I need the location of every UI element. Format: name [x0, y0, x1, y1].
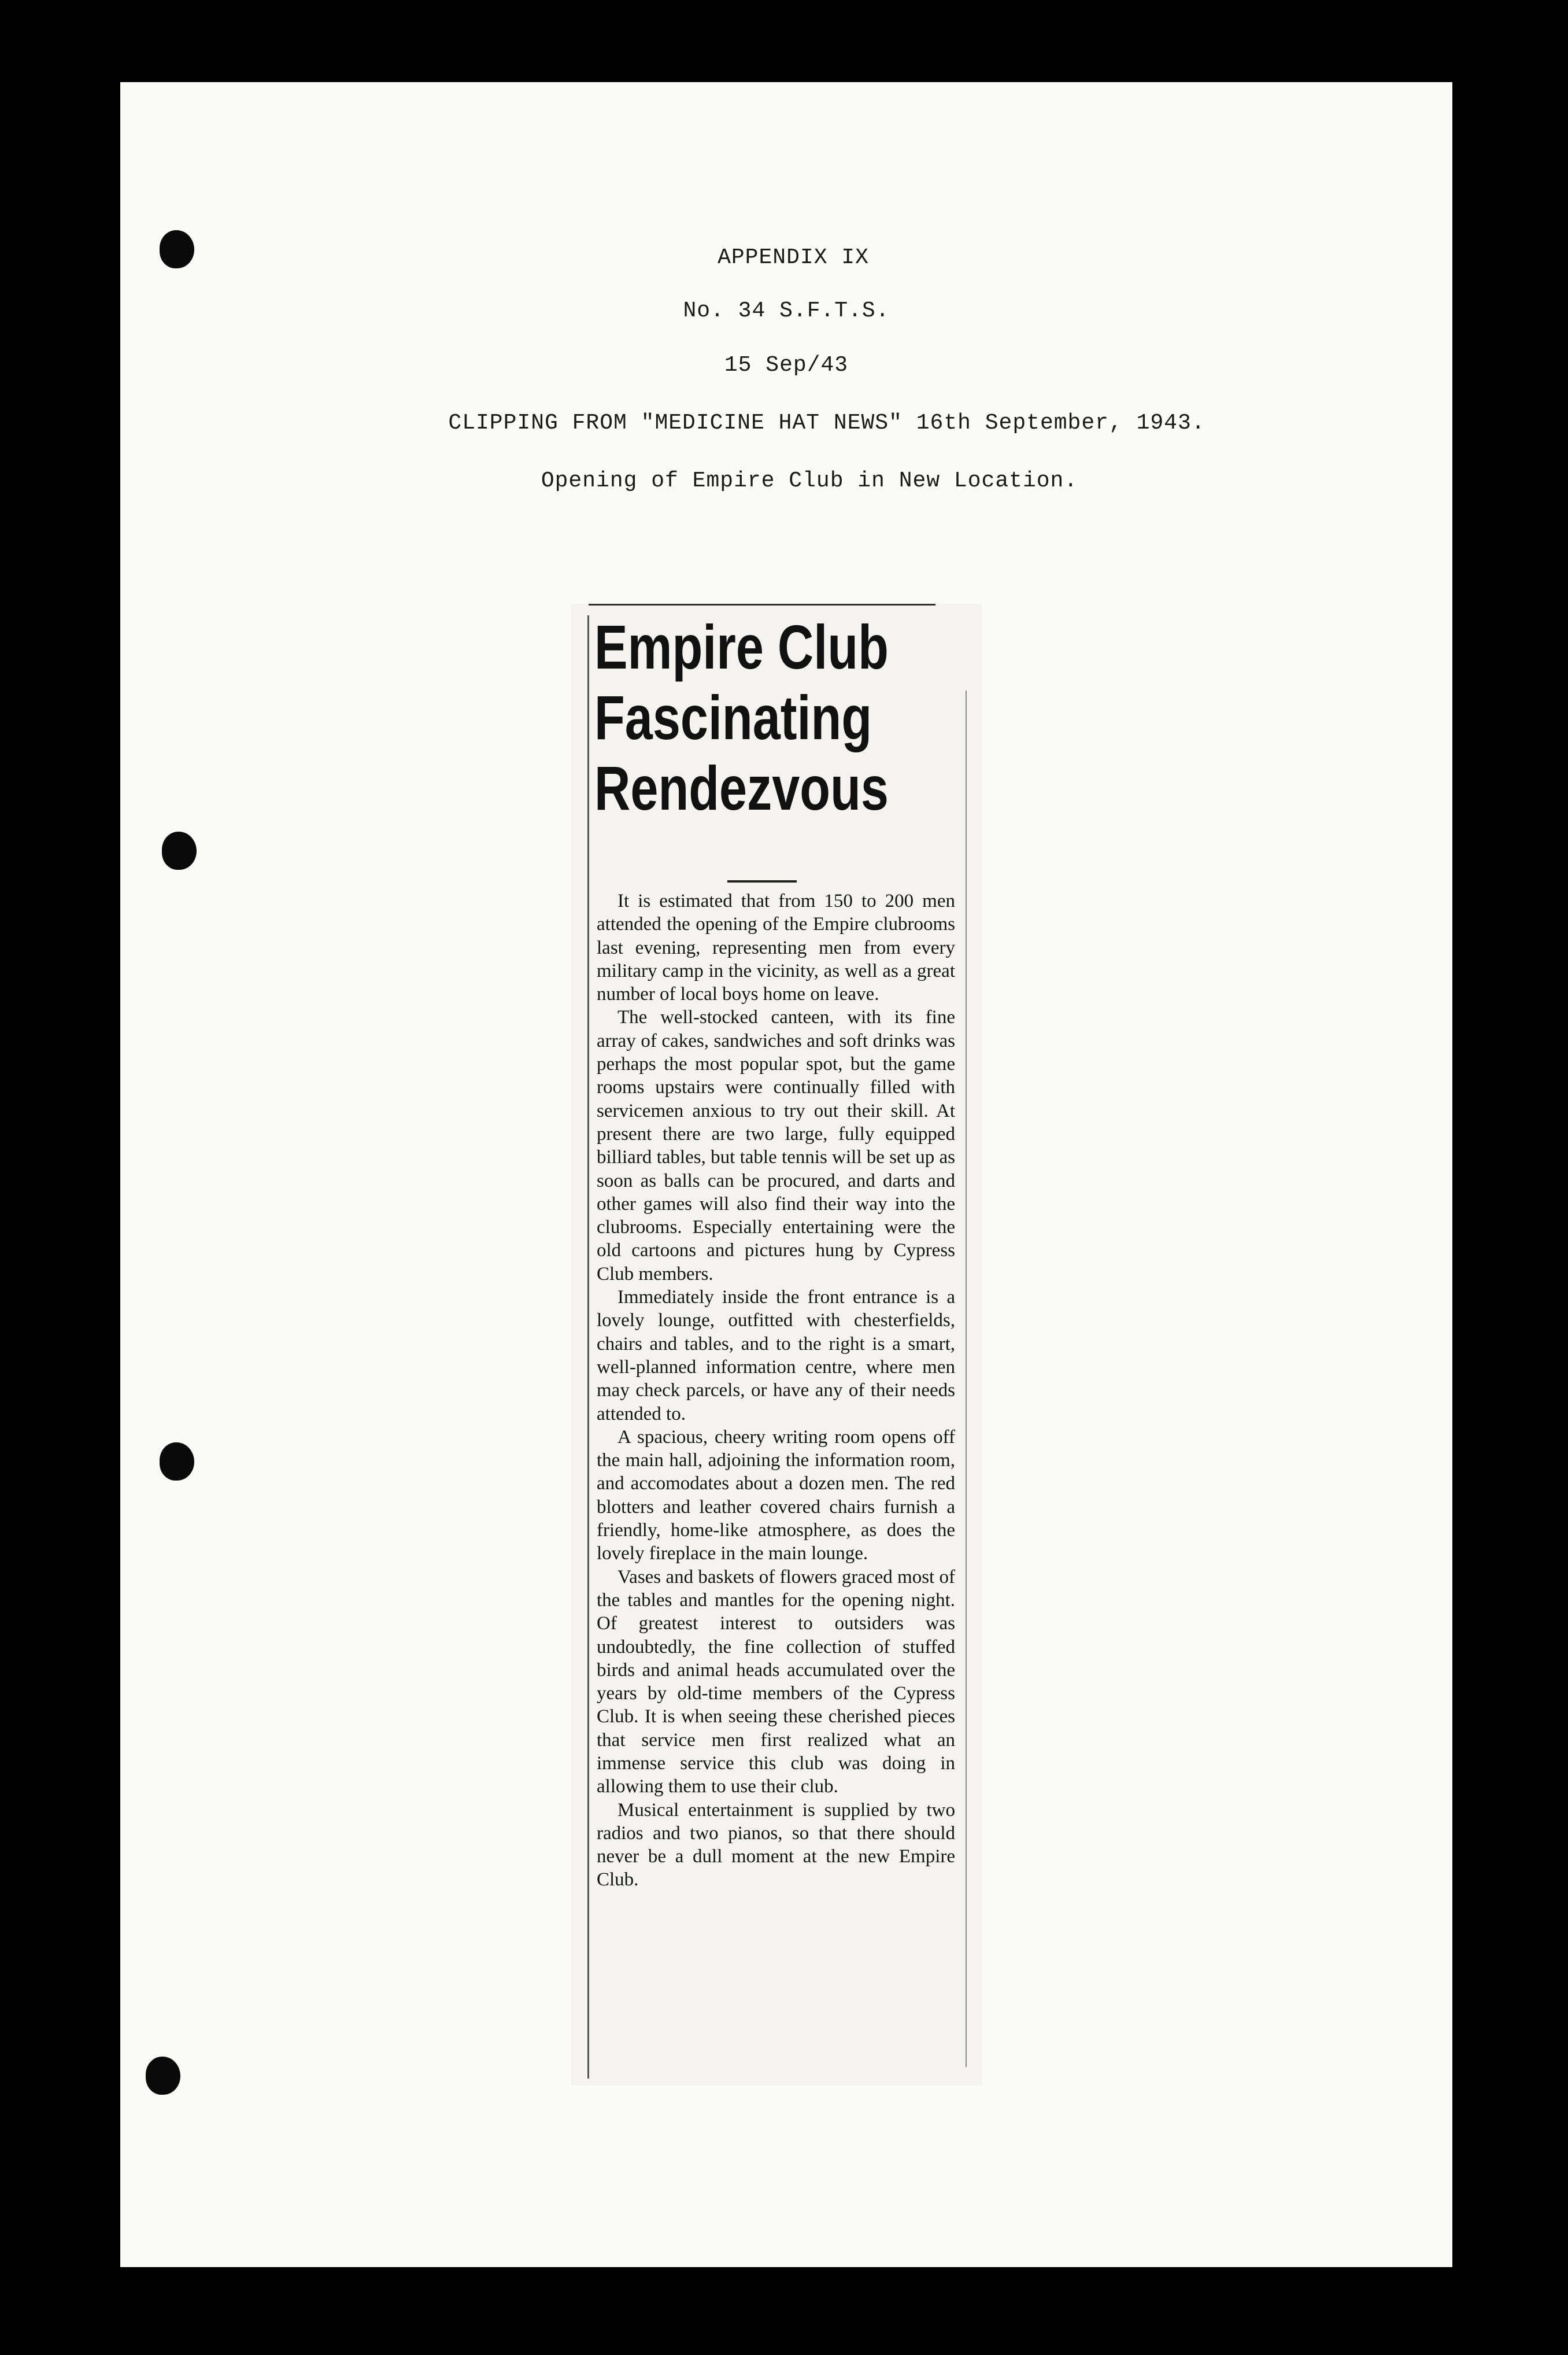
source-line: CLIPPING FROM "MEDICINE HAT NEWS" 16th September, 1943. [448, 411, 1205, 435]
article-paragraph: Musical entertainment is supplied by two radios and two pianos, so that there should never be a dull moment at the new Empire Club. [597, 1799, 955, 1891]
document-page [120, 82, 1452, 2267]
clipping-top-rule [589, 604, 935, 606]
article-paragraph: A spacious, cheery writing room opens off the main hall, adjoining the information room, and accomodates about a dozen men. The red blotters and leather covered chairs furnish a friendly, home-like atmosphere, as does the lovely fireplace in the main lounge. [597, 1426, 955, 1564]
punch-hole [160, 1442, 194, 1481]
headline-line: Fascinating [594, 682, 872, 752]
headline-line: Empire Club [594, 612, 889, 682]
clipping-left-edge [587, 615, 589, 2079]
clipping-headline [594, 612, 889, 824]
headline-divider [727, 880, 797, 883]
article-paragraph: The well-stocked canteen, with its fine array of cakes, sandwiches and soft drinks was perhaps the most popular spot, but the game rooms upstairs were continually filled with servicemen anxious to try out their skill. At present there are two large, fully equipped billiard tables, but table tennis will be set up as soon as balls can be procured, and darts and other games will also find their way into the clubrooms. Especially entertaining were the old cartoons and pictures hung by Cypress Club members. [597, 1007, 955, 1284]
date-line: 15 Sep/43 [724, 353, 849, 378]
punch-hole [162, 832, 197, 870]
unit-line: No. 34 S.F.T.S. [683, 298, 890, 323]
article-body [597, 889, 955, 1892]
article-paragraph: It is estimated that from 150 to 200 men attended the opening of the Empire clubrooms last evening, representing men from every military camp in the vicinity, as well as a great number of local boys home on leave. [597, 891, 955, 1005]
newspaper-clipping [571, 604, 982, 2085]
punch-hole [146, 2057, 180, 2095]
article-paragraph: Immediately inside the front entrance is a lovely lounge, outfitted with chesterfields, chairs and tables, and to the right is a smart, well-planned information centre, where men may check parcels, or have any of their needs attended to. [597, 1287, 955, 1424]
headline-line: Rendezvous [594, 753, 889, 823]
appendix-heading: APPENDIX IX [718, 245, 869, 270]
clipping-right-edge [966, 691, 967, 2067]
article-paragraph: Vases and baskets of flowers graced most of the tables and mantles for the opening night. Of greatest interest to outsiders was undoubtedly, the fine collection of stuffed birds and animal heads accumulated over the years by old-time members of the Cypress Club. It is when seeing these cherished pieces that service men first realized what an immense service this club was doing in allowing them to use their club. [597, 1566, 955, 1797]
subject-line: Opening of Empire Club in New Location. [541, 468, 1078, 493]
